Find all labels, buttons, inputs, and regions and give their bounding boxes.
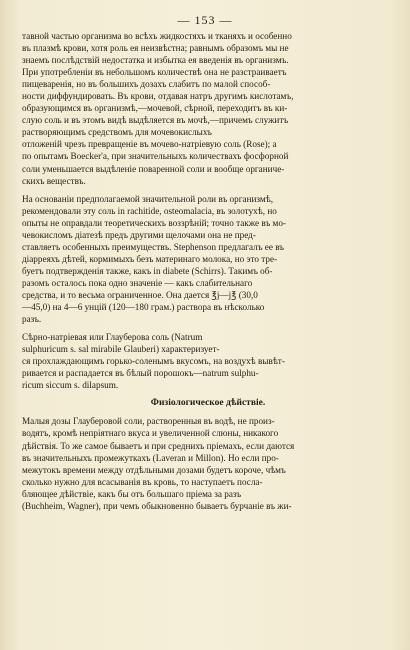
text-line: разомъ осталось пока одно значенiе — какъ слабительнаго: [22, 277, 253, 288]
text-line: разъ.: [22, 314, 42, 325]
paragraph-3: [22, 331, 394, 391]
text-line: растворяющимъ средствомъ для мочевокислыхъ: [22, 127, 212, 138]
text-line: sulphuricum s. sal mirabile Glauberi) характеризует-: [22, 344, 220, 355]
text-line: по опытамъ Boecker'a, при значительныхъ количествахъ фосфорной: [22, 151, 289, 162]
text-line: знаемъ послѣдствiй недостатка и избытка ея введенiя въ организмъ.: [22, 55, 289, 66]
text-line: средства, и то весьма ограниченное. Она дается ℥j—j℥ (30,0: [22, 289, 258, 300]
text-line: отложенiй чрезъ превращенiе въ мочево-натрiевую соль (Rose); а: [22, 139, 277, 150]
text-line: межутокъ времени между отдѣльными дозами будетъ короче, чѣмъ: [22, 464, 286, 475]
text-line: дѣйствiя. То же самое бываетъ и при среднихъ прiемахъ, если даются: [22, 440, 295, 451]
text-line: ривается и распадается въ бѣлый порошокъ—natrum sulphu-: [22, 368, 259, 379]
paragraph-1: [22, 30, 394, 187]
text-line: ricum siccum s. dilapsum.: [22, 380, 119, 391]
text-line: бляющее дѣйствiе, какъ бы отъ большаго прiема за разъ: [22, 488, 242, 499]
text-line: дiарреяхъ дѣтей, кормимыхъ безъ материнаго молока, но это тре-: [22, 253, 278, 264]
text-line: пищеваренiя, но въ большихъ дозахъ слабитъ по малой способ-: [22, 79, 271, 90]
text-line: чевокисломъ дiатезѣ предъ другими щелочами она не пред-: [22, 229, 256, 240]
text-line: тавной частью организма во всѣхъ жидкостяхъ и тканяхъ и особенно: [22, 31, 292, 41]
text-line: сколько нужно для всасыванiя въ кровь, то наступаетъ посла-: [22, 476, 263, 487]
text-line: Сѣрно-натрiевая или Глауберова соль (Natrum: [22, 332, 203, 343]
text-line: соли уменьшается выдѣленiе поваренной соли и вообще органиче-: [22, 163, 285, 174]
paragraph-2: [22, 193, 394, 326]
text-line: На основанiи предполагаемой значительной роли въ организмѣ,: [22, 193, 274, 204]
text-line: рекомендовали эту соль in rachitide, osteomalacia, въ золотухѣ, но: [22, 205, 277, 216]
text-line: водятъ, кромѣ непрiятнаго вкуса и увеличенной слюны, никакого: [22, 428, 279, 439]
text-line: При употребленiи въ небольшомъ количествѣ она не разстраиваетъ: [22, 67, 287, 78]
text-line: въ значительныхъ промежуткахъ (Laveran и Millon). Но если про-: [22, 452, 279, 463]
text-line: буетъ подтвержденiя также, какъ in diabete (Schirrs). Такимъ об-: [22, 265, 273, 276]
text-line: слую соль и въ этомъ видѣ выдѣляется въ мочѣ,—причемъ служитъ: [22, 115, 289, 126]
page-body: [22, 30, 394, 512]
text-line: скихъ веществъ.: [22, 175, 86, 186]
section-heading: Физiологическое дѣйствiе.: [150, 398, 266, 409]
text-line: въ плазмѣ крови, хотя роль ея неизвѣстна; равнымъ образомъ мы не: [22, 43, 289, 54]
paragraph-4: [22, 415, 394, 511]
text-line: ности диффундировать. Въ крови, отдавая натръ другимъ кислотамъ,: [22, 91, 294, 102]
text-line: —45,0) на 4—6 унцiй (120—180 грам.) раствора въ нѣсколько: [22, 302, 265, 313]
text-line: ставляетъ особенныхъ преимуществъ. Stephenson предлагалъ ее въ: [22, 241, 285, 252]
text-line: Малыя дозы Глауберовой соли, растворенныя въ водѣ, не произ-: [22, 416, 275, 427]
page-number: — 153 —: [177, 13, 233, 27]
text-line: ся прохлаждающимъ горько-соленымъ вкусомъ, на воздухѣ вывѣт-: [22, 356, 285, 367]
text-line: (Buchheim, Wagner), при чемъ обыкновенно бываетъ бурчанiе въ жи-: [22, 500, 292, 511]
text-line: опыты не оправдали теоретическихъ воззрѣнiй; точно также въ мо-: [22, 217, 286, 228]
text-line: образующимся въ организмѣ,—мочевой, сѣрной, переходитъ въ ки-: [22, 103, 288, 114]
